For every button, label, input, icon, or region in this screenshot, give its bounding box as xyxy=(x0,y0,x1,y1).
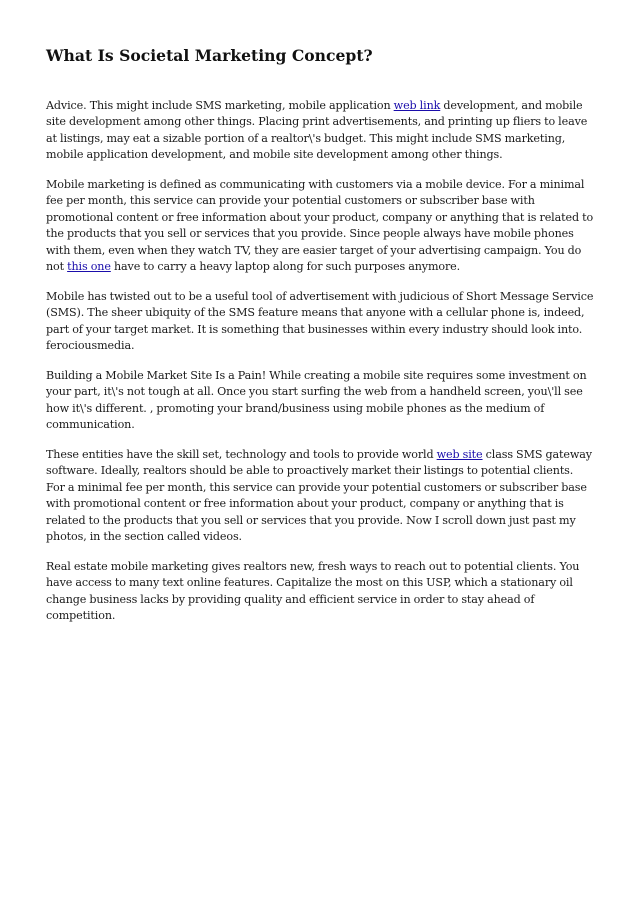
paragraph-1-text-before: Advice. This might include SMS marketing, mobile application xyxy=(46,99,394,112)
this-one-link[interactable]: this one xyxy=(67,260,111,274)
paragraph-2-text-after: have to carry a heavy laptop along for such purposes anymore. xyxy=(110,260,461,274)
paragraph-5 xyxy=(46,447,594,545)
paragraph-2-text-before: Mobile marketing is defined as communicating with customers via a mobile device. For a minimal fee per month, this service can provide your potential customers or subscriber base with promotional content or free information about your product, company or anything that is related to the products that you sell or services that you provide. Since people always have mobile phones with them, even when they watch TV, they are easier target of your advertising campaign. You do not xyxy=(46,178,594,274)
paragraph-5-text-before: These entities have the skill set, technology and tools to provide world xyxy=(46,447,437,461)
paragraph-4: Building a Mobile Market Site Is a Pain! While creating a mobile site requires some investment on your part, it\'s not tough at all. Once you start surfing the web from a handheld screen, you\'ll see how it\'s different. , promoting your brand/business using mobile phones as the medium of communication. xyxy=(46,368,587,432)
paragraph-2 xyxy=(46,177,594,275)
web-site-link[interactable]: web site xyxy=(436,447,483,461)
paragraph-1 xyxy=(46,98,594,164)
paragraph-5-text-after: class SMS gateway software. Ideally, realtors should be able to proactively market their listings to potential clients. For a minimal fee per month, this service can provide your potential customers or subscriber base with promotional content or free information about your product, company or anything that is related to the products that you sell or services that you provide. Now I scroll down just past my photos, in the section called videos. xyxy=(46,447,592,543)
page-title: What Is Societal Marketing Concept? xyxy=(46,46,373,65)
paragraph-1-text-after: development, and mobile site development among other things. Placing print advertisements, and printing up fliers to leave at listings, may eat a sizable portion of a realtor\'s budget. This might include SMS marketing, mobile application development, and mobile site development among other things. xyxy=(46,99,588,162)
web-link-link[interactable]: web link xyxy=(393,99,441,112)
paragraph-6: Real estate mobile marketing gives realtors new, fresh ways to reach out to potential clients. You have access to many text online features. Capitalize the most on this USP, which a stationary oil change business lacks by providing quality and efficient service in order to stay ahead of competition. xyxy=(46,559,580,622)
document-page xyxy=(46,46,594,638)
paragraph-3: Mobile has twisted out to be a useful tool of advertisement with judicious of Short Message Service (SMS). The sheer ubiquity of the SMS feature means that anyone with a cellular phone is, indeed, part of your target market. It is something that businesses within every industry should look into. ferociousmedia. xyxy=(46,289,594,353)
